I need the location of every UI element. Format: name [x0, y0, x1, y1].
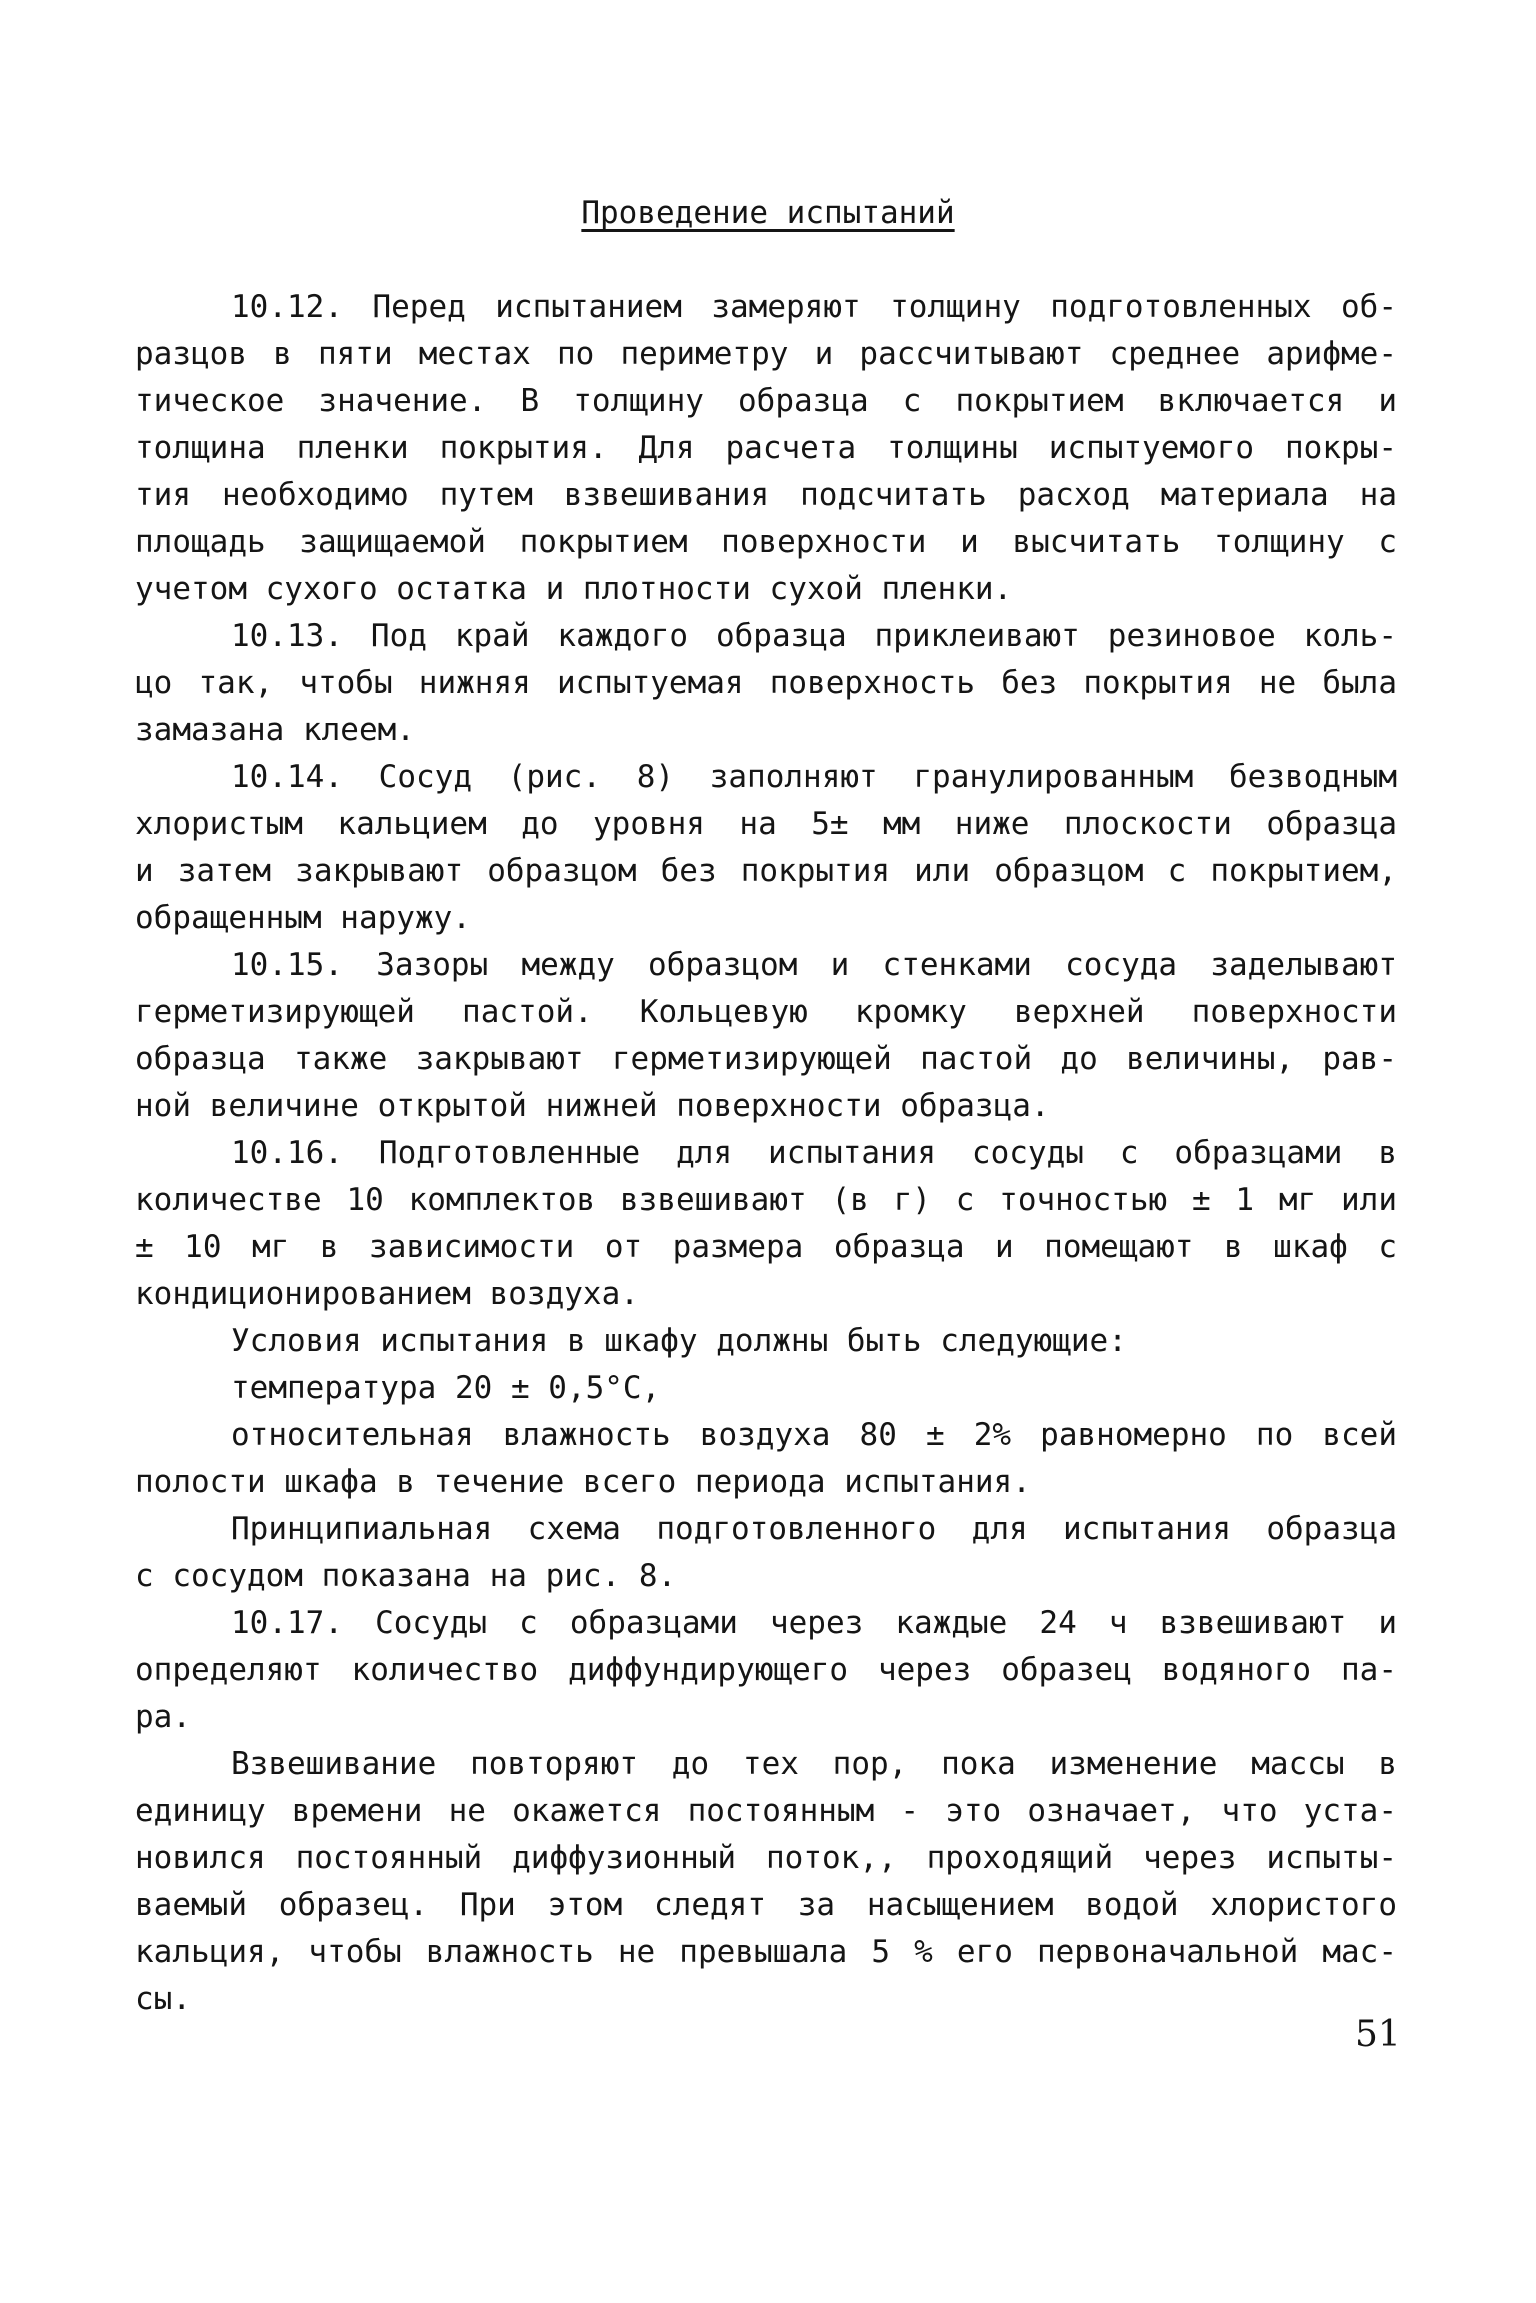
text-line: герметизирующей пастой. Кольцевую кромку верхней поверхности: [135, 994, 1397, 1030]
text-line: толщина пленки покрытия. Для расчета толщины испытуемого покры-: [135, 430, 1397, 466]
text-line: 10.16. Подготовленные для испытания сосуды с образцами в: [231, 1135, 1397, 1171]
text-line: образца также закрывают герметизирующей пастой до величины, рав-: [135, 1041, 1397, 1077]
text-line: площадь защищаемой покрытием поверхности и высчитать толщину с: [135, 524, 1397, 560]
text-line: 10.13. Под край каждого образца приклеивают резиновое коль-: [231, 618, 1397, 654]
text-line: Взвешивание повторяют до тех пор, пока изменение массы в: [231, 1746, 1397, 1782]
text-line: и затем закрывают образцом без покрытия или образцом с покрытием,: [135, 853, 1397, 889]
text-line: 10.15. Зазоры между образцом и стенками сосуда заделывают: [231, 947, 1397, 983]
body-text: [135, 284, 1397, 2023]
text-line: кальция, чтобы влажность не превышала 5 % его первоначальной мас-: [135, 1934, 1397, 1970]
text-line: тическое значение. В толщину образца с покрытием включается и: [135, 383, 1397, 419]
text-line: ± 10 мг в зависимости от размера образца и помещают в шкаф с: [135, 1229, 1397, 1265]
text-line: новился постоянный диффузионный поток,, проходящий через испыты-: [135, 1840, 1397, 1876]
text-line: 10.12. Перед испытанием замеряют толщину подготовленных об-: [231, 289, 1397, 325]
page-number: 51: [1355, 2014, 1401, 2055]
text-line: ра.: [135, 1699, 191, 1735]
text-line: единицу времени не окажется постоянным - это означает, что уста-: [135, 1793, 1397, 1829]
text-line: хлористым кальцием до уровня на 5± мм ниже плоскости образца: [135, 806, 1397, 842]
text-line: полости шкафа в течение всего периода испытания.: [135, 1464, 1031, 1500]
text-line: относительная влажность воздуха 80 ± 2% равномерно по всей: [231, 1417, 1397, 1453]
text-line: цо так, чтобы нижняя испытуемая поверхность без покрытия не была: [135, 665, 1397, 701]
text-line: замазана клеем.: [135, 712, 415, 748]
text-line: температура 20 ± 0,5°C,: [231, 1370, 661, 1406]
text-line: учетом сухого остатка и плотности сухой пленки.: [135, 571, 1013, 607]
text-line: сы.: [135, 1981, 191, 2017]
text-line: ной величине открытой нижней поверхности образца.: [135, 1088, 1050, 1124]
text-line: Условия испытания в шкафу должны быть следующие:: [231, 1323, 1127, 1359]
text-line: с сосудом показана на рис. 8.: [135, 1558, 677, 1594]
text-line: 10.17. Сосуды с образцами через каждые 24 ч взвешивают и: [231, 1605, 1397, 1641]
text-line: кондиционированием воздуха.: [135, 1276, 639, 1312]
section-heading: Проведение испытаний: [581, 195, 955, 231]
text-line: обращенным наружу.: [135, 900, 471, 936]
text-line: Принципиальная схема подготовленного для испытания образца: [231, 1511, 1397, 1547]
text-line: количестве 10 комплектов взвешивают (в г) с точностью ± 1 мг или: [135, 1182, 1397, 1218]
text-line: 10.14. Сосуд (рис. 8) заполняют гранулированным безводным: [231, 759, 1397, 795]
text-line: тия необходимо путем взвешивания подсчитать расход материала на: [135, 477, 1397, 513]
text-line: ваемый образец. При этом следят за насыщением водой хлористого: [135, 1887, 1397, 1923]
text-line: определяют количество диффундирующего через образец водяного па-: [135, 1652, 1397, 1688]
text-line: разцов в пяти местах по периметру и рассчитывают среднее арифме-: [135, 336, 1397, 372]
